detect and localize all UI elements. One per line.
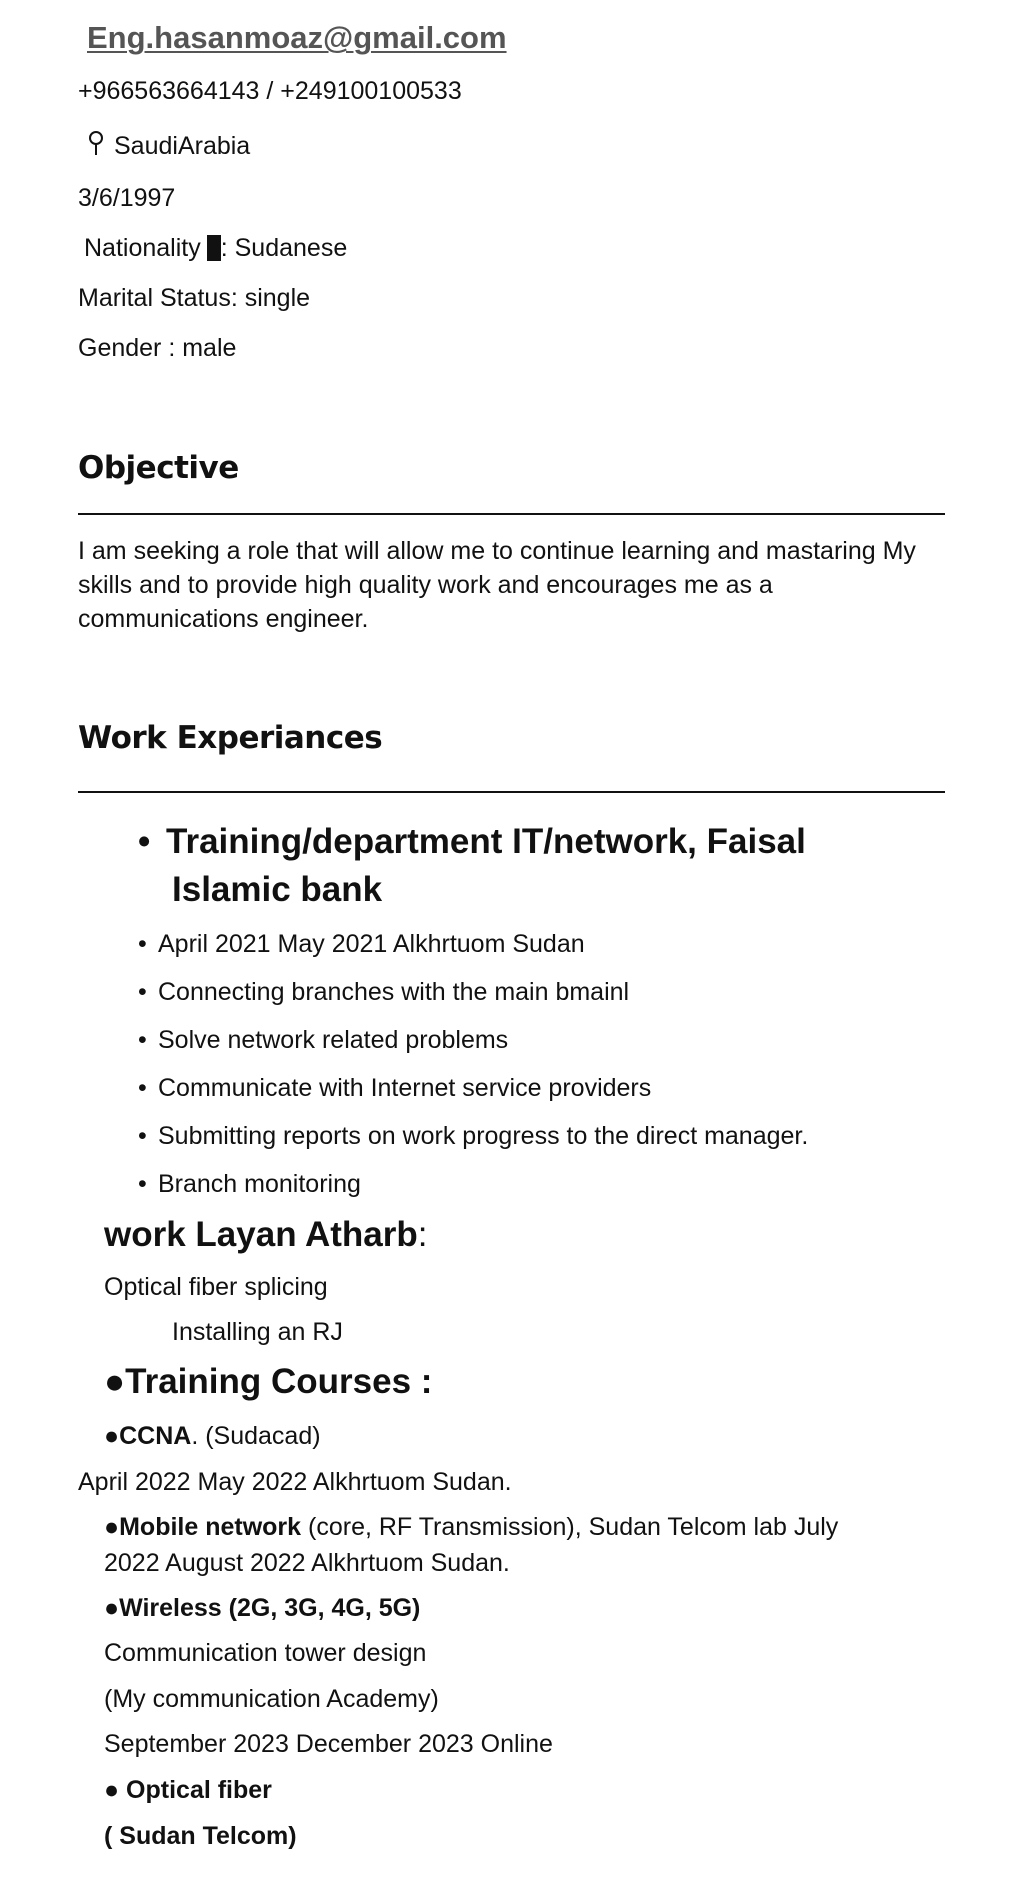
work-item: • Solve network related problems xyxy=(138,1026,509,1054)
objective-heading: Objective xyxy=(78,450,239,486)
work-item: • Submitting reports on work progress to the direct manager. xyxy=(138,1122,809,1150)
objective-divider xyxy=(78,513,945,515)
work-item: • Communicate with Internet service providers xyxy=(138,1074,652,1102)
course-dates: September 2023 December 2023 Online xyxy=(104,1730,553,1758)
date-of-birth: 3/6/1997 xyxy=(78,184,176,212)
objective-text: I am seeking a role that will allow me to continue learning and mastaring My skills and to provide high quality work and encourages me as a communications engineer. xyxy=(78,537,916,633)
layan-item: Installing an RJ xyxy=(172,1318,343,1346)
layan-heading: work Layan Atharb: xyxy=(104,1215,428,1254)
work-divider xyxy=(78,791,945,793)
phone-numbers: +966563664143 / +249100100533 xyxy=(78,77,462,105)
email-link[interactable]: Eng.hasanmoaz@gmail.com xyxy=(87,20,507,55)
course-wireless: ●Wireless (2G, 3G, 4G, 5G) xyxy=(104,1594,421,1622)
work-item: • Connecting branches with the main bmainl xyxy=(138,978,630,1006)
location-text: SaudiArabia xyxy=(114,132,251,160)
redaction-block xyxy=(207,235,221,261)
course-mobile: ●Mobile network (core, RF Transmission), Sudan Telcom lab July xyxy=(104,1513,839,1541)
course-optical: ● Optical fiber xyxy=(104,1776,272,1804)
nationality-line xyxy=(84,233,347,263)
layan-item: Optical fiber splicing xyxy=(104,1273,328,1301)
course-ccna: ●CCNA. (Sudacad) xyxy=(104,1422,321,1450)
nationality-label: Nationality xyxy=(84,234,201,262)
course-telcom: ( Sudan Telcom) xyxy=(104,1822,297,1850)
course-ccna-dates: April 2022 May 2022 Alkhrtuom Sudan. xyxy=(78,1468,512,1496)
job-title-line-2: Islamic bank xyxy=(172,870,383,909)
job-title-line-1: • Training/department IT/network, Faisal xyxy=(138,822,806,861)
course-academy: (My communication Academy) xyxy=(104,1685,439,1713)
work-item-dates: • April 2021 May 2021 Alkhrtuom Sudan xyxy=(138,930,585,958)
work-item: • Branch monitoring xyxy=(138,1170,361,1198)
course-mobile-dates: 2022 August 2022 Alkhrtuom Sudan. xyxy=(104,1549,510,1577)
course-tower: Communication tower design xyxy=(104,1639,427,1667)
location-line xyxy=(86,130,250,163)
training-heading: ●Training Courses : xyxy=(104,1362,433,1401)
location-pin-icon xyxy=(86,130,108,163)
marital-status: Marital Status: single xyxy=(78,284,311,312)
nationality-value: : Sudanese xyxy=(220,234,348,262)
gender: Gender : male xyxy=(78,334,237,362)
work-heading: Work Experiances xyxy=(78,720,383,756)
